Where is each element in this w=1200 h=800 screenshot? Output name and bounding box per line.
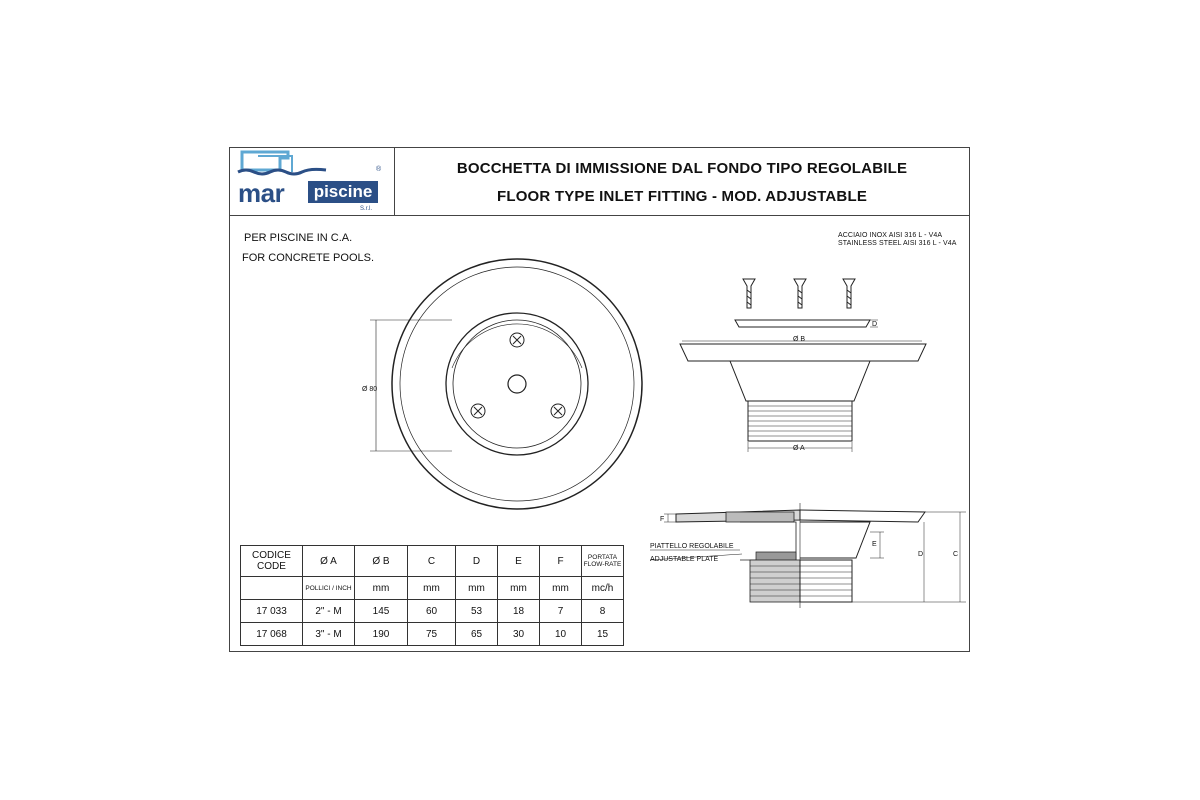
table-row <box>241 600 624 623</box>
table-header-row <box>241 546 624 577</box>
table-units-row <box>241 577 624 600</box>
dia-a-cell: 3" - M <box>303 623 355 646</box>
technical-sheet <box>229 147 970 652</box>
unit-cell: mc/h <box>582 577 624 600</box>
title-italian: BOCCHETTA DI IMMISSIONE DAL FONDO TIPO REGOLABILE <box>456 160 908 177</box>
header-d: D <box>456 546 498 577</box>
header-dia-a: Ø A <box>303 546 355 577</box>
diameter-a-label: Ø A <box>793 445 805 452</box>
dimension-d-label: D <box>918 551 924 558</box>
unit-cell: mm <box>498 577 540 600</box>
header-c: C <box>408 546 456 577</box>
plate-label-italian: PIATTELLO REGOLABILE <box>650 543 734 550</box>
logo-registered-mark: ® <box>376 166 382 173</box>
flow-rate-cell: 15 <box>582 623 624 646</box>
plate-label-english: ADJUSTABLE PLATE <box>650 556 719 563</box>
dimension-d-small-label: D <box>872 321 878 328</box>
diameter-b-label: Ø B <box>793 336 806 343</box>
screw-icon <box>843 279 855 308</box>
front-view <box>370 259 642 509</box>
specification-table <box>240 545 624 646</box>
table-row <box>241 623 624 646</box>
logo-piscine-text: piscine <box>308 181 378 203</box>
dimension-f-label: F <box>660 516 665 523</box>
unit-cell: mm <box>540 577 582 600</box>
front-diameter-label: Ø 80 <box>362 386 378 393</box>
unit-cell: mm <box>355 577 408 600</box>
unit-cell <box>241 577 303 600</box>
screw-icon <box>551 404 565 418</box>
dia-b-cell: 190 <box>355 623 408 646</box>
flow-rate-cell: 8 <box>582 600 624 623</box>
f-cell: 7 <box>540 600 582 623</box>
d-cell: 65 <box>456 623 498 646</box>
d-cell: 53 <box>456 600 498 623</box>
dimension-c-label: C <box>953 551 959 558</box>
dimension-e-label: E <box>872 541 877 548</box>
header-dia-b: Ø B <box>355 546 408 577</box>
f-cell: 10 <box>540 623 582 646</box>
code-cell: 17 068 <box>241 623 303 646</box>
header-e: E <box>498 546 540 577</box>
header-code: CODICE CODE <box>241 546 303 577</box>
e-cell: 30 <box>498 623 540 646</box>
header-f: F <box>540 546 582 577</box>
header-flow-rate: PORTATA FLOW-RATE <box>582 546 624 577</box>
note-italian: PER PISCINE IN C.A. <box>244 232 353 244</box>
screw-icon <box>743 279 755 308</box>
screw-icon <box>510 333 524 347</box>
dia-b-cell: 145 <box>355 600 408 623</box>
unit-cell: mm <box>408 577 456 600</box>
c-cell: 75 <box>408 623 456 646</box>
code-cell: 17 033 <box>241 600 303 623</box>
e-cell: 18 <box>498 600 540 623</box>
screw-icon <box>471 404 485 418</box>
c-cell: 60 <box>408 600 456 623</box>
note-english: FOR CONCRETE POOLS. <box>242 252 375 264</box>
material-english: STAINLESS STEEL AISI 316 L - V4A <box>838 240 957 247</box>
logo-srl-text: S.r.l. <box>360 206 373 212</box>
material-italian: ACCIAIO INOX AISI 316 L - V4A <box>838 232 943 239</box>
screw-icon <box>794 279 806 308</box>
unit-cell: mm <box>456 577 498 600</box>
side-view <box>680 279 926 452</box>
logo-mar-text: mar <box>238 178 285 208</box>
dia-a-cell: 2" - M <box>303 600 355 623</box>
title-english: FLOOR TYPE INLET FITTING - MOD. ADJUSTABLE <box>496 188 868 205</box>
unit-cell: POLLICI / INCH <box>303 577 355 600</box>
